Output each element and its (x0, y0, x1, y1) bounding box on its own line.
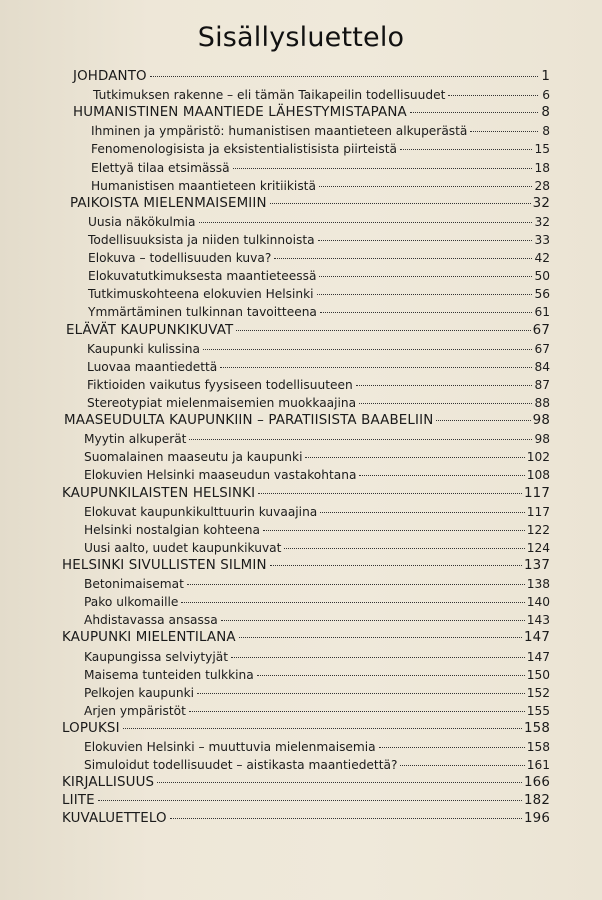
toc-entry-title: Elokuvien Helsinki maaseudun vastakohtana (84, 468, 357, 483)
toc-section (60, 666, 550, 684)
toc-entry-title: Fiktioiden vaikutus fyysiseen todellisuuteen (87, 377, 353, 392)
toc-entry-title: LIITE (62, 793, 95, 809)
dot-leader (231, 657, 525, 658)
toc-section (60, 702, 550, 720)
dot-leader (123, 728, 522, 729)
toc-section (60, 593, 550, 611)
toc-entry-title: Simuloidut todellisuudet – aistikasta maantiedettä? (84, 758, 398, 773)
toc-page-number: 15 (534, 142, 550, 157)
toc-section (60, 611, 550, 629)
toc-entry-title: Betonimaisemat (84, 577, 184, 592)
toc-entry-title: HELSINKI SIVULLISTEN SILMIN (62, 557, 267, 573)
toc-entry-title: Fenomenologisista ja eksistentialistisista piirteistä (91, 142, 398, 157)
toc-entry-title: Uusi aalto, uudet kaupunkikuvat (84, 540, 282, 555)
toc-entry-title: Ymmärtäminen tulkinnan tavoitteena (88, 305, 317, 320)
toc-page-number: 33 (534, 232, 550, 247)
toc-section (60, 466, 550, 484)
dot-leader (470, 131, 538, 132)
dot-leader (318, 240, 533, 241)
toc-section (60, 285, 550, 303)
toc-page-number: 67 (532, 322, 550, 338)
dot-leader (400, 149, 532, 150)
dot-leader (157, 782, 522, 783)
toc-section (60, 358, 550, 376)
dot-leader (319, 186, 533, 187)
dot-leader (448, 95, 538, 96)
toc-page-number: 108 (526, 468, 550, 483)
toc-entry-title: KIRJALLISUUS (62, 775, 155, 791)
toc-section (60, 213, 550, 231)
dot-leader (221, 620, 525, 621)
toc-entry-title: Humanistisen maantieteen kritiikistä (91, 178, 316, 193)
dot-leader (203, 349, 533, 350)
toc-page-number: 158 (526, 740, 550, 755)
toc-page-number: 61 (534, 305, 550, 320)
toc-entry-title: Tutkimuskohteena elokuvien Helsinki (88, 287, 314, 302)
toc-entry-title: ELÄVÄT KAUPUNKIKUVAT (66, 322, 234, 338)
toc-section (60, 86, 550, 104)
toc-page-number: 56 (534, 287, 550, 302)
toc-section (60, 521, 550, 539)
toc-entry-title: Kaupungissa selviytyjät (84, 649, 228, 664)
toc-page-number: 137 (523, 557, 550, 573)
dot-leader (239, 637, 522, 638)
dot-leader (436, 420, 530, 421)
toc-entry-title: Maisema tunteiden tulkkina (84, 667, 254, 682)
toc-section (60, 303, 550, 321)
toc-entry-title: Ahdistavassa ansassa (84, 613, 218, 628)
dot-leader (320, 312, 533, 313)
toc-chapter (60, 557, 550, 575)
toc-page-number: 150 (526, 667, 550, 682)
dot-leader (270, 203, 531, 204)
toc-chapter (60, 104, 550, 122)
toc-section (60, 738, 550, 756)
toc-page-number: 8 (541, 105, 550, 121)
toc-page-number: 102 (526, 450, 550, 465)
toc-section (60, 575, 550, 593)
dot-leader (319, 276, 532, 277)
toc-entry-title: Ihminen ja ympäristö: humanistisen maantieteen alkuperästä (91, 124, 468, 139)
dot-leader (356, 385, 533, 386)
toc-page-number: 67 (534, 341, 550, 356)
toc-page-number: 28 (534, 178, 550, 193)
toc-chapter (60, 195, 550, 213)
toc-chapter (60, 810, 550, 828)
toc-section (60, 231, 550, 249)
toc-page-number: 50 (534, 269, 550, 284)
dot-leader (189, 711, 525, 712)
toc-page-number: 42 (534, 251, 550, 266)
dot-leader (187, 584, 525, 585)
toc-section (60, 376, 550, 394)
toc-page-number: 87 (534, 377, 550, 392)
dot-leader (359, 475, 524, 476)
toc-section (60, 648, 550, 666)
toc-entry-title: Tutkimuksen rakenne – eli tämän Taikapeilin todellisuudet (93, 88, 446, 103)
dot-leader (359, 403, 532, 404)
toc-entry-title: Elokuva – todellisuuden kuva? (88, 251, 272, 266)
toc-chapter (60, 412, 550, 430)
toc-page-number: 143 (526, 613, 550, 628)
toc-section (60, 122, 550, 140)
toc-section (60, 394, 550, 412)
dot-leader (317, 294, 533, 295)
toc-page-number: 32 (532, 195, 550, 211)
dot-leader (284, 548, 524, 549)
toc-entry-title: HUMANISTINEN MAANTIEDE LÄHESTYMISTAPANA (73, 105, 407, 121)
dot-leader (170, 818, 522, 819)
toc-page-number: 98 (534, 432, 550, 447)
toc-entry-title: Pako ulkomaille (84, 595, 179, 610)
toc-page-number: 147 (523, 630, 550, 646)
toc-section (60, 756, 550, 774)
toc-entry-title: KUVALUETTELO (62, 811, 167, 827)
dot-leader (181, 602, 524, 603)
toc-page-number: 6 (542, 88, 550, 103)
dot-leader (236, 330, 530, 331)
dot-leader (263, 530, 525, 531)
toc-entry-title: Elokuvien Helsinki – muuttuvia mielenmaisemia (84, 740, 376, 755)
dot-leader (98, 800, 522, 801)
toc-section (60, 448, 550, 466)
toc-entry-title: Uusia näkökulmia (88, 214, 196, 229)
toc-page-number: 140 (526, 595, 550, 610)
dot-leader (410, 112, 538, 113)
toc-section (60, 249, 550, 267)
dot-leader (233, 168, 533, 169)
toc-section (60, 267, 550, 285)
toc-page-number: 147 (526, 649, 550, 664)
toc-section (60, 684, 550, 702)
toc-entry-title: Elettyä tilaa etsimässä (91, 160, 230, 175)
toc-page-number: 1 (541, 69, 550, 84)
toc-entry-title: Stereotypiat mielenmaisemien muokkaajina (87, 395, 357, 410)
toc-page-number: 182 (523, 793, 550, 809)
dot-leader (150, 76, 538, 77)
toc-page-number: 18 (534, 160, 550, 175)
toc-entry-title: PAIKOISTA MIELENMAISEMIIN (70, 195, 267, 211)
page-title: Sisällysluettelo (197, 22, 405, 53)
dot-leader (305, 457, 524, 458)
dot-leader (220, 367, 532, 368)
toc-page-number: 138 (526, 577, 550, 592)
toc-entry-title: Helsinki nostalgian kohteena (84, 522, 260, 537)
table-of-contents (60, 68, 550, 829)
toc-section (60, 340, 550, 358)
toc-page-number: 155 (526, 703, 550, 718)
toc-page-number: 122 (526, 522, 550, 537)
toc-entry-title: Arjen ympäristöt (84, 703, 186, 718)
toc-chapter (60, 68, 550, 86)
toc-page-number: 117 (526, 504, 550, 519)
toc-entry-title: Elokuvatutkimuksesta maantieteessä (88, 269, 317, 284)
dot-leader (189, 439, 532, 440)
toc-page-number: 32 (534, 214, 550, 229)
toc-page-number: 166 (523, 775, 550, 791)
toc-entry-title: MAASEUDULTA KAUPUNKIIN – PARATIISISTA BAABELIIN (64, 413, 434, 429)
toc-page-number: 161 (526, 758, 550, 773)
toc-chapter (60, 774, 550, 792)
toc-entry-title: Pelkojen kaupunki (84, 685, 195, 700)
toc-chapter (60, 792, 550, 810)
toc-chapter (60, 322, 550, 340)
toc-entry-title: Elokuvat kaupunkikulttuurin kuvaajina (84, 504, 318, 519)
toc-page-number: 98 (532, 413, 550, 429)
dot-leader (274, 258, 532, 259)
toc-page-number: 84 (534, 359, 550, 374)
toc-section (60, 177, 550, 195)
dot-leader (379, 747, 525, 748)
toc-entry-title: JOHDANTO (73, 69, 147, 84)
toc-entry-title: KAUPUNKI MIELENTILANA (62, 630, 236, 646)
toc-entry-title: KAUPUNKILAISTEN HELSINKI (62, 485, 256, 501)
toc-page-number: 117 (523, 485, 550, 501)
toc-chapter (60, 485, 550, 503)
dot-leader (199, 222, 533, 223)
toc-chapter (60, 720, 550, 738)
toc-entry-title: Todellisuuksista ja niiden tulkinnoista (88, 232, 315, 247)
toc-entry-title: Kaupunki kulissina (87, 341, 200, 356)
toc-section (60, 503, 550, 521)
dot-leader (400, 765, 524, 766)
toc-page-number: 8 (542, 124, 550, 139)
toc-section (60, 539, 550, 557)
dot-leader (197, 693, 525, 694)
toc-entry-title: Suomalainen maaseutu ja kaupunki (84, 450, 303, 465)
dot-leader (258, 493, 522, 494)
toc-entry-title: LOPUKSI (62, 720, 120, 736)
toc-page-number: 158 (523, 720, 550, 736)
toc-section (60, 159, 550, 177)
toc-chapter (60, 629, 550, 647)
toc-page-number: 124 (526, 540, 550, 555)
dot-leader (270, 565, 522, 566)
toc-section (60, 140, 550, 158)
toc-page-number: 196 (523, 811, 550, 827)
toc-entry-title: Myytin alkuperät (84, 432, 187, 447)
dot-leader (320, 512, 524, 513)
toc-page-number: 88 (534, 395, 550, 410)
toc-section (60, 430, 550, 448)
toc-entry-title: Luovaa maantiedettä (87, 359, 218, 374)
toc-page-number: 152 (526, 685, 550, 700)
dot-leader (257, 675, 525, 676)
